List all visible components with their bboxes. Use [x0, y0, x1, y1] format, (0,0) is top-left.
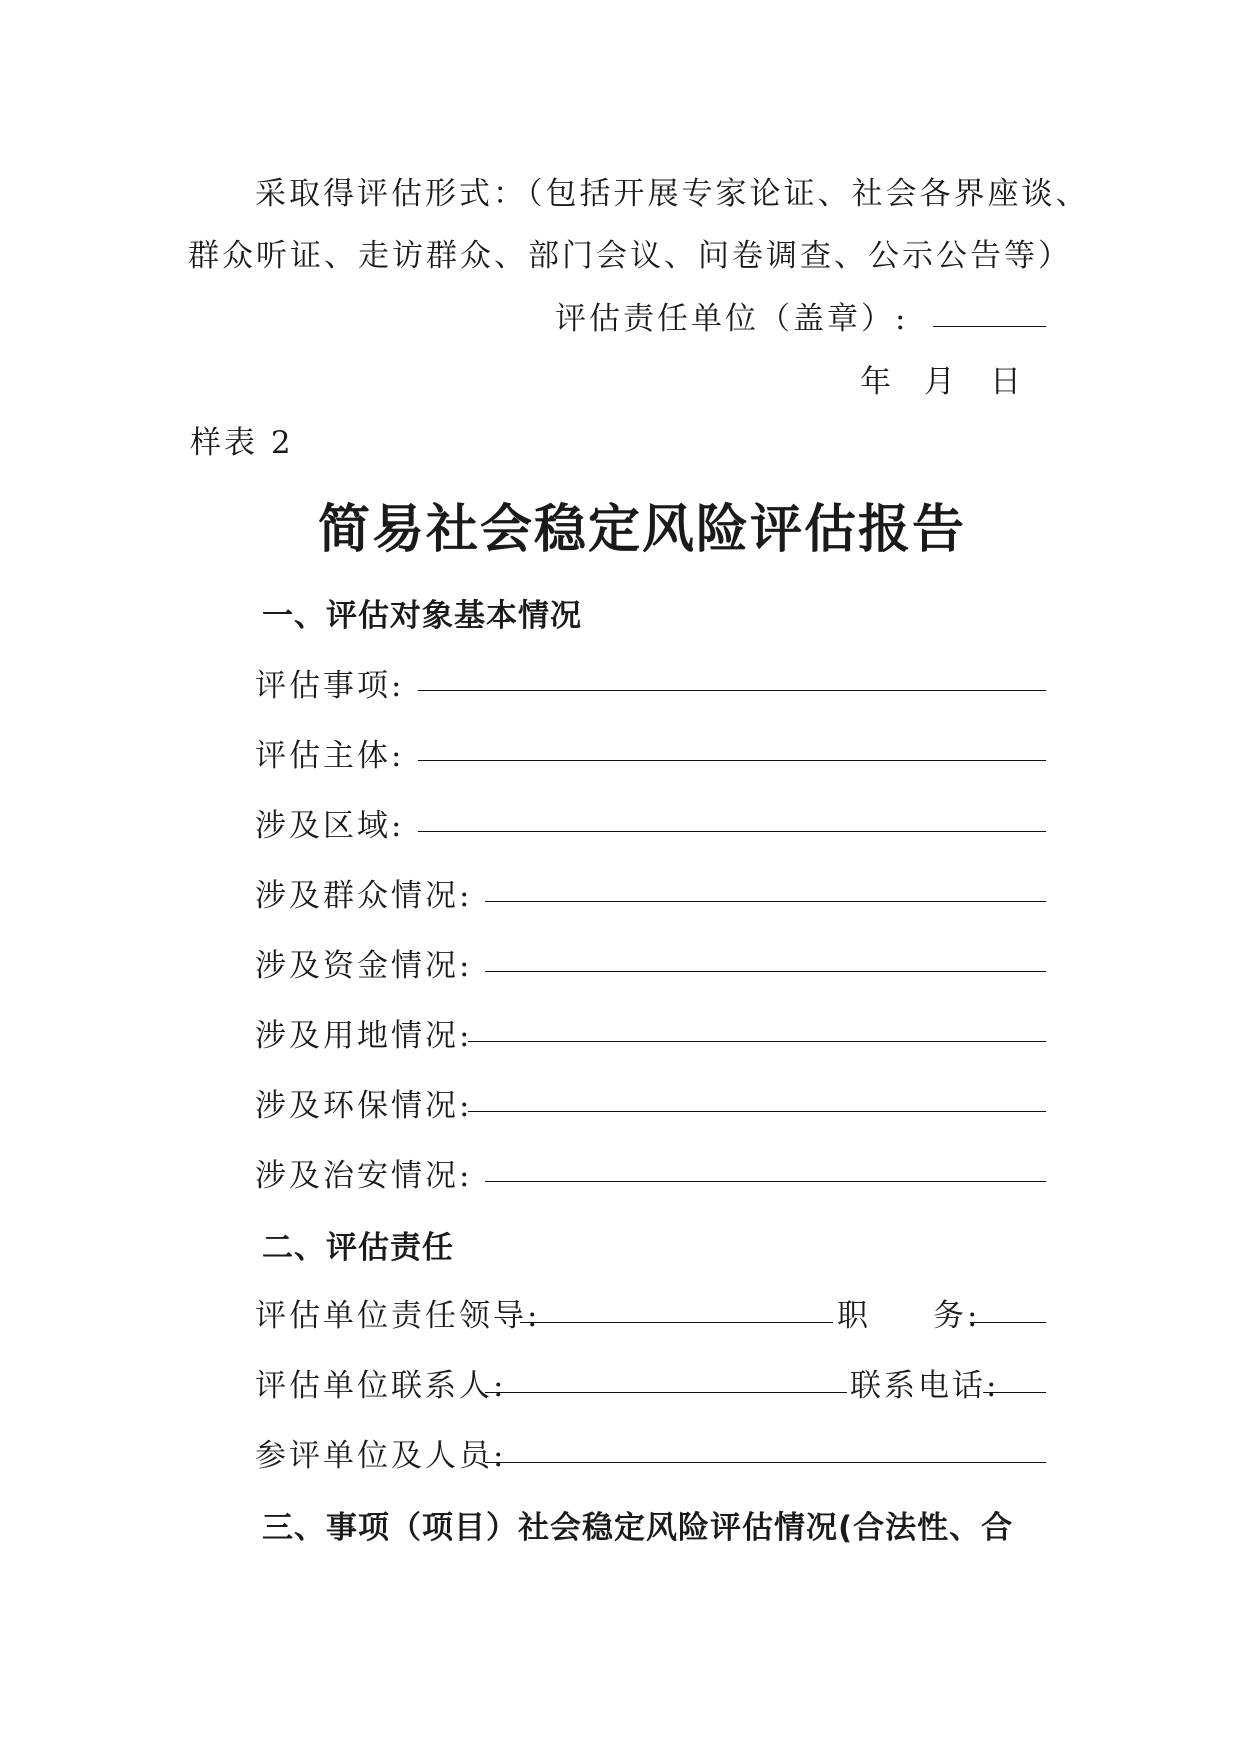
intro-line-1: 采取得评估形式：（包括开展专家论证、社会各界座谈、 [255, 176, 1090, 212]
field-label-region: 涉及区域: [255, 808, 405, 844]
field-line-region[interactable] [418, 831, 1046, 832]
position-line[interactable] [970, 1322, 1046, 1323]
contact-label: 评估单位联系人: [255, 1368, 507, 1404]
section-1-heading: 一、评估对象基本情况 [262, 598, 582, 634]
field-label-funds: 涉及资金情况: [255, 948, 473, 984]
page-title: 简易社会稳定风险评估报告 [318, 500, 967, 560]
field-line-public[interactable] [485, 901, 1046, 902]
section-2-heading: 二、评估责任 [262, 1230, 454, 1266]
leader-label: 评估单位责任领导: [255, 1298, 541, 1334]
position-label-char1: 职 [837, 1298, 871, 1334]
participants-label: 参评单位及人员: [255, 1438, 507, 1474]
intro-line-2: 群众听证、走访群众、部门会议、问卷调查、公示公告等） [188, 238, 1072, 274]
field-label-security: 涉及治安情况: [255, 1158, 473, 1194]
sample-label: 样表 2 [190, 425, 294, 461]
section-3-heading: 三、事项（项目）社会稳定风险评估情况(合法性、合 [262, 1510, 1014, 1546]
leader-line[interactable] [520, 1322, 833, 1323]
position-label-char2: 务: [933, 1298, 981, 1334]
field-line-funds[interactable] [485, 971, 1046, 972]
unit-stamp-line[interactable] [933, 326, 1046, 327]
field-line-environment[interactable] [468, 1111, 1046, 1112]
phone-line[interactable] [983, 1392, 1046, 1393]
field-line-item[interactable] [418, 690, 1046, 691]
date-day: 日 [990, 364, 1024, 400]
field-line-subject[interactable] [418, 760, 1046, 761]
field-line-land[interactable] [468, 1041, 1046, 1042]
contact-line[interactable] [485, 1392, 847, 1393]
date-month: 月 [924, 364, 958, 400]
unit-stamp-label: 评估责任单位（盖章）: [555, 301, 909, 337]
field-label-subject: 评估主体: [255, 738, 405, 774]
field-label-environment: 涉及环保情况: [255, 1088, 473, 1124]
field-label-item: 评估事项: [255, 668, 405, 704]
field-line-security[interactable] [485, 1181, 1046, 1182]
field-label-land: 涉及用地情况: [255, 1018, 473, 1054]
phone-label: 联系电话: [850, 1368, 1000, 1404]
field-label-public: 涉及群众情况: [255, 878, 473, 914]
participants-line[interactable] [485, 1462, 1046, 1463]
date-year: 年 [860, 364, 894, 400]
